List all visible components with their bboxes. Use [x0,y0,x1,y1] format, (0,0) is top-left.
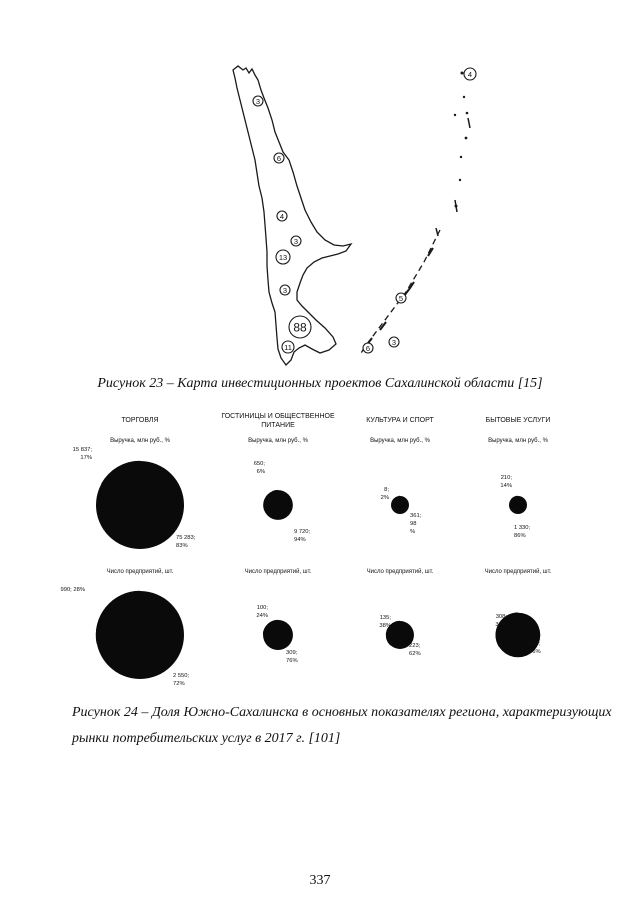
map-marker-label: 5 [398,293,404,303]
pie-slice-label-line: 17% [80,455,92,461]
map-marker [282,341,294,353]
pie-slice-label-line: 308; [495,614,507,620]
pie-chart [486,417,551,539]
pie-slice-label-line: 83% [176,543,188,549]
pie-slice-label-line: 600; [529,641,541,647]
pie-slice-label-line: 9 720; [294,529,311,535]
figure-23-caption: Рисунок 23 – Карта инвестиционных проектов Сахалинской области [15] [97,376,543,391]
pie-chart [366,417,434,535]
map-marker-label: 13 [278,252,288,262]
map-marker [274,153,284,163]
map-marker-label: 6 [276,153,282,163]
pie-slice-label-line: 94% [294,537,306,543]
northern-kuril-islets [436,69,473,237]
pie-slice-label-line: 309; [286,650,298,656]
map-marker [291,236,301,246]
pie-slice-label [381,487,390,501]
pie-slice-label-line: 223; [409,643,421,649]
map-marker [396,293,406,303]
pie-slice-label [254,461,266,475]
chart-subtitle: Число предприятий, шт. [366,569,434,575]
sakhalin-map [0,0,640,375]
pie-slice-label-line: 6% [256,469,265,475]
pie-slice-label-line: 72% [173,681,185,687]
pie-slice-label-line: 62% [409,651,421,657]
map-marker-label: 3 [282,285,288,295]
map-marker-label: 3 [255,96,261,106]
pie-chart [367,568,434,657]
pie-slice-label [500,475,512,489]
pie-slice-label-line: % [410,529,416,535]
chart-subtitle: Число предприятий, шт. [244,569,312,575]
map-marker-label: 3 [293,236,299,246]
figure-24-charts [0,405,640,695]
chart-subtitle: Число предприятий, шт. [106,569,174,575]
pie-chart [73,417,196,549]
chart-title: ТОРГОВЛЯ [121,417,159,424]
chart-subtitle: Выручка, млн руб., % [488,438,548,444]
map-marker [276,250,290,264]
pie-slice-label [294,529,311,543]
pie-slice-label [379,615,391,629]
pie-slice-label-line: 2 550; [173,673,190,679]
map-marker [280,285,290,295]
pie-slice-label-line: 8; [384,487,389,493]
pie-chart [485,568,552,657]
chart-subtitle: Выручка, млн руб., % [248,438,308,444]
pie-slice-label-line: 135; [379,615,391,621]
pie-slice-label-line: 361; [410,513,422,519]
figure-24-caption-line-2: рынки потребительских услуг в 2017 г. [101] [72,731,341,746]
pie-slice-label-line: 100; [256,605,268,611]
pie-slice-label-line: 990; 28% [60,587,85,593]
map-marker [363,343,373,353]
pie-slice-label [410,513,422,535]
pie-slice-label-line: 210; [500,475,512,481]
figure-24-caption-line-1: Рисунок 24 – Доля Южно-Сахалинска в основных показателях региона, характеризующих [72,705,612,720]
page-number: 337 [309,873,331,888]
pie-slice-label-line: 1 330; [514,525,531,531]
pie-slice-label-line: 2% [380,495,389,501]
pie-slice-label-line: 14% [500,483,512,489]
chart-subtitle: Выручка, млн руб., % [370,438,430,444]
pie-slice-label-line: 76% [286,658,298,664]
chart-title: ГОСТИНИЦЫ И ОБЩЕСТВЕННОЕ [221,413,335,420]
chart-title: БЫТОВЫЕ УСЛУГИ [485,417,551,424]
pie-slice-small [96,591,140,643]
pie-slice-label [176,535,196,549]
pie-chart [221,413,335,543]
map-marker-label: 6 [365,343,371,353]
pie-slice-label [61,587,86,593]
pie-slice-label [286,650,298,664]
map-marker [464,68,476,80]
pie-slice-label [409,643,421,657]
pie-slice-small [263,620,278,635]
pie-slice-label-line: 650; [253,461,265,467]
pie-slice-label-line: 86% [514,533,526,539]
chart-title: ПИТАНИЕ [261,422,295,429]
map-marker [389,337,399,347]
kuril-islands-chain [360,230,440,355]
map-marker-label: 4 [467,69,473,79]
map-marker-label: 88 [293,320,307,335]
pie-slice-label-line: 24% [256,613,268,619]
chart-subtitle: Число предприятий, шт. [484,569,552,575]
pie-slice-label-line: 34% [495,622,507,628]
pie-slice-label [73,447,93,461]
pie-slice-label [514,525,531,539]
map-marker [289,316,311,338]
pie-slice-label-line: 98 [410,521,417,527]
pie-slice-label-line: 66% [529,649,541,655]
pie-slice-label [256,605,268,619]
chart-subtitle: Выручка, млн руб., % [110,438,170,444]
pie-chart [61,568,190,687]
pie-slice-label [173,673,190,687]
pie-slice-label-line: 75 283; [176,535,196,541]
map-markers [253,68,476,353]
map-marker [253,96,263,106]
pie-chart [245,568,312,664]
map-marker-label: 4 [279,211,285,221]
map-marker-label: 11 [284,342,292,352]
pie-slice-label-line: 38% [379,623,391,629]
map-marker [277,211,287,221]
pie-slice-label-line: 15 837; [72,447,92,453]
map-marker-label: 3 [391,337,397,347]
chart-title: КУЛЬТУРА И СПОРТ [366,417,434,424]
